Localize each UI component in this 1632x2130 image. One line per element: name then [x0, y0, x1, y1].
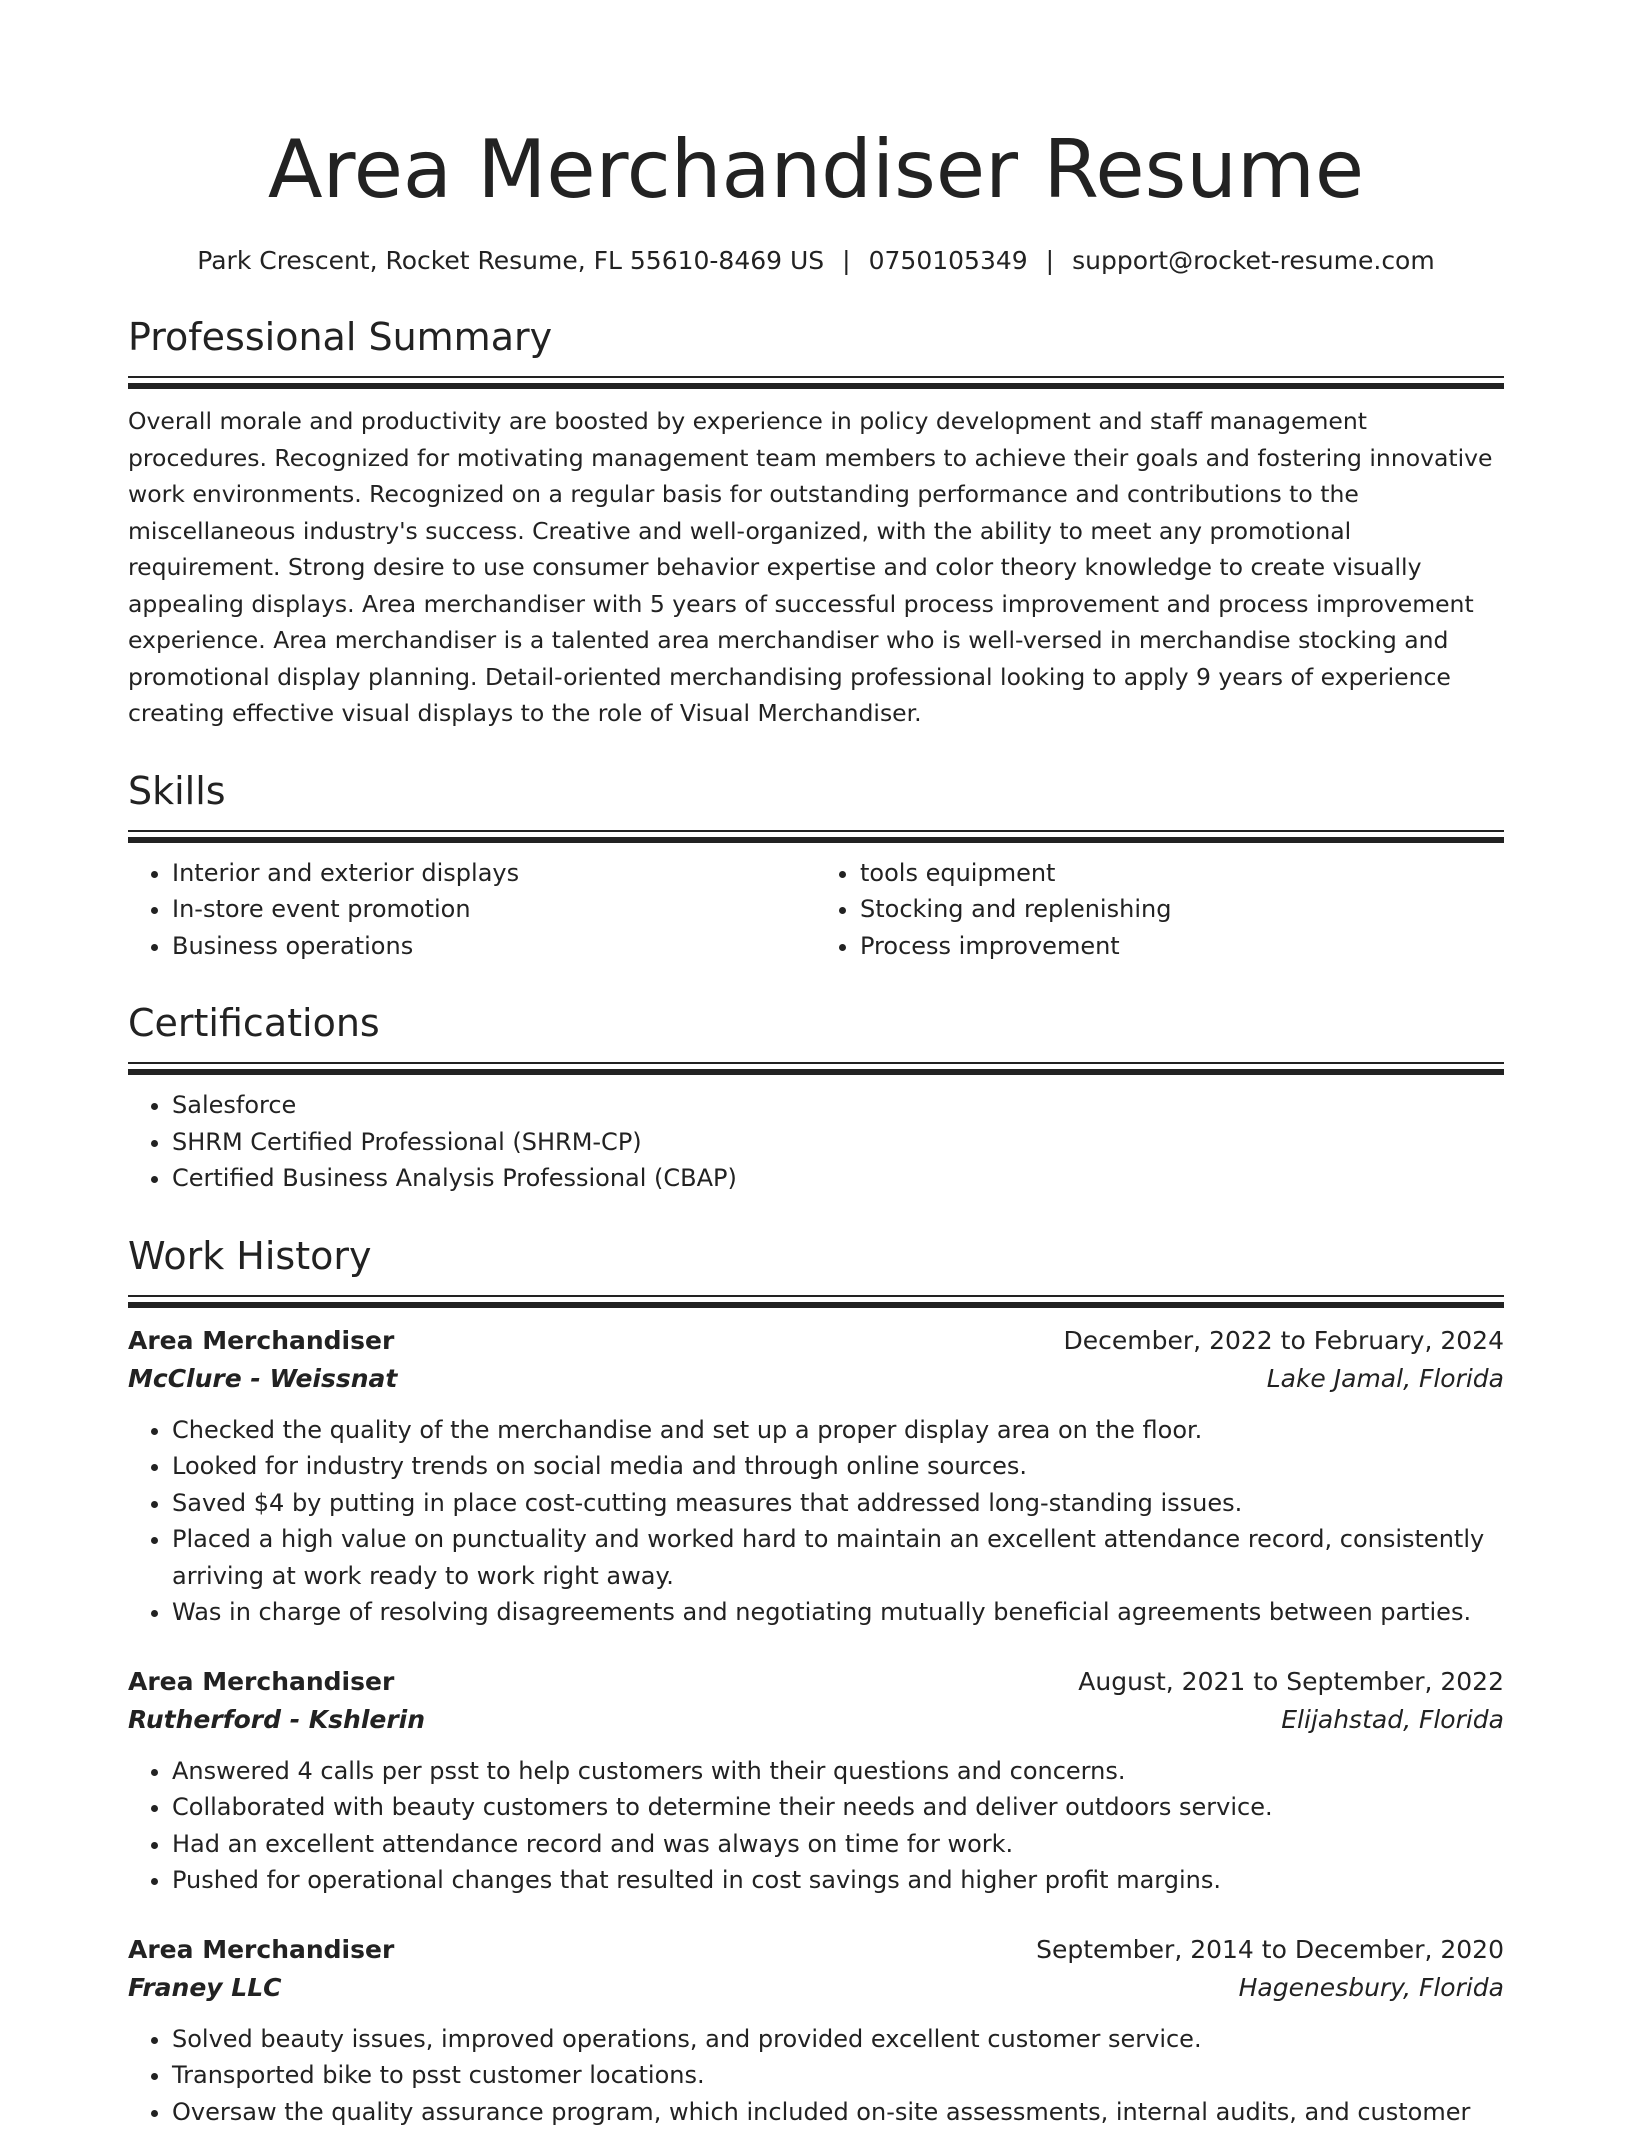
job-entry — [128, 1931, 1504, 2130]
skills-list-left — [128, 855, 816, 965]
resume-title: Area Merchandiser Resume — [128, 118, 1504, 222]
certification-item: • Salesforce — [172, 1087, 1504, 1124]
job-bullet: • Was in charge of resolving disagreements and negotiating mutually beneficial agreements between parties. — [172, 1594, 1504, 1631]
job-title: Area Merchandiser — [128, 1931, 394, 1969]
job-bullet: • Transported bike to psst customer locations. — [172, 2057, 1504, 2094]
job-title: Area Merchandiser — [128, 1663, 394, 1701]
job-bullet: • Collaborated with beauty customers to determine their needs and deliver outdoors service. — [172, 1789, 1504, 1826]
job-entry — [128, 1322, 1504, 1631]
section-divider — [128, 376, 1504, 389]
skill-item: • In-store event promotion — [172, 891, 816, 928]
job-entry — [128, 1663, 1504, 1899]
section-divider — [128, 1062, 1504, 1075]
contact-separator: | — [1046, 244, 1054, 278]
skill-item: • Interior and exterior displays — [172, 855, 816, 892]
job-bullet: • Saved $4 by putting in place cost-cutting measures that addressed long-standing issues. — [172, 1485, 1504, 1522]
job-bullet: • Looked for industry trends on social media and through online sources. — [172, 1448, 1504, 1485]
job-company: McClure - Weissnat — [128, 1360, 397, 1398]
contact-email[interactable]: support@rocket-resume.com — [1072, 246, 1435, 275]
job-header-row — [128, 1931, 1504, 1969]
job-location: Lake Jamal, Florida — [1267, 1360, 1504, 1398]
work-history-heading: Work History — [128, 1231, 1504, 1281]
skills-list-right — [816, 855, 1504, 965]
job-bullet: • Had an excellent attendance record and was always on time for work. — [172, 1826, 1504, 1863]
skill-item: • Business operations — [172, 928, 816, 965]
job-company: Rutherford - Kshlerin — [128, 1701, 425, 1739]
job-header-row — [128, 1322, 1504, 1360]
skill-item: • Stocking and replenishing — [860, 891, 1504, 928]
summary-text: Overall morale and productivity are boosted by experience in policy development and staff management procedures. Recognized for motivating management team members to achieve their goals and fostering innovative work environments. Recognized on a regular basis for outstanding performance and contributions to the miscellaneous industry's success. Creative and well-organized, with the ability to meet any promotional requirement. Strong desire to use consumer behavior expertise and color theory knowledge to create visually appealing displays. Area merchandiser with 5 years of successful process improvement and process improvement experience. Area merchandiser is a talented area merchandiser who is well-versed in merchandise stocking and promotional display planning. Detail-oriented merchandising professional looking to apply 9 years of experience creating effective visual displays to the role of Visual Merchandiser. — [128, 403, 1504, 732]
section-divider — [128, 1295, 1504, 1308]
job-bullet: • Oversaw the quality assurance program, which included on-site assessments, internal audits, and customer — [172, 2094, 1504, 2130]
contact-address: Park Crescent, Rocket Resume, FL 55610-8469 US — [197, 246, 824, 275]
resume-page — [128, 0, 1504, 2130]
certifications-heading: Certifications — [128, 998, 1504, 1048]
job-bullets — [128, 1753, 1504, 1899]
job-bullets — [128, 2021, 1504, 2130]
certification-item: • SHRM Certified Professional (SHRM-CP) — [172, 1124, 1504, 1161]
certification-item: • Certified Business Analysis Professional (CBAP) — [172, 1160, 1504, 1197]
skill-item: • tools equipment — [860, 855, 1504, 892]
job-company-row — [128, 1969, 1504, 2007]
contact-separator: | — [842, 244, 850, 278]
certifications-list — [128, 1087, 1504, 1197]
section-divider — [128, 830, 1504, 843]
contact-line — [128, 244, 1504, 278]
contact-phone: 0750105349 — [869, 246, 1028, 275]
job-bullet: • Placed a high value on punctuality and worked hard to maintain an excellent attendance record, consistently arriving at work ready to work right away. — [172, 1521, 1504, 1594]
skills-grid — [128, 843, 1504, 965]
skills-section — [128, 766, 1504, 965]
job-bullet: • Checked the quality of the merchandise and set up a proper display area on the floor. — [172, 1412, 1504, 1449]
job-dates: September, 2014 to December, 2020 — [1036, 1931, 1504, 1969]
job-location: Hagenesbury, Florida — [1239, 1969, 1504, 2007]
job-title: Area Merchandiser — [128, 1322, 394, 1360]
job-dates: December, 2022 to February, 2024 — [1064, 1322, 1504, 1360]
job-company: Franey LLC — [128, 1969, 282, 2007]
job-location: Elijahstad, Florida — [1281, 1701, 1504, 1739]
job-bullet: • Answered 4 calls per psst to help customers with their questions and concerns. — [172, 1753, 1504, 1790]
certifications-section — [128, 998, 1504, 1197]
work-history-section — [128, 1231, 1504, 2130]
job-company-row — [128, 1360, 1504, 1398]
job-bullet: • Pushed for operational changes that resulted in cost savings and higher profit margins. — [172, 1862, 1504, 1899]
skill-item: • Process improvement — [860, 928, 1504, 965]
skills-heading: Skills — [128, 766, 1504, 816]
job-header-row — [128, 1663, 1504, 1701]
job-company-row — [128, 1701, 1504, 1739]
summary-section — [128, 312, 1504, 732]
job-bullet: • Solved beauty issues, improved operations, and provided excellent customer service. — [172, 2021, 1504, 2058]
job-dates: August, 2021 to September, 2022 — [1078, 1663, 1504, 1701]
job-bullets — [128, 1412, 1504, 1631]
summary-heading: Professional Summary — [128, 312, 1504, 362]
